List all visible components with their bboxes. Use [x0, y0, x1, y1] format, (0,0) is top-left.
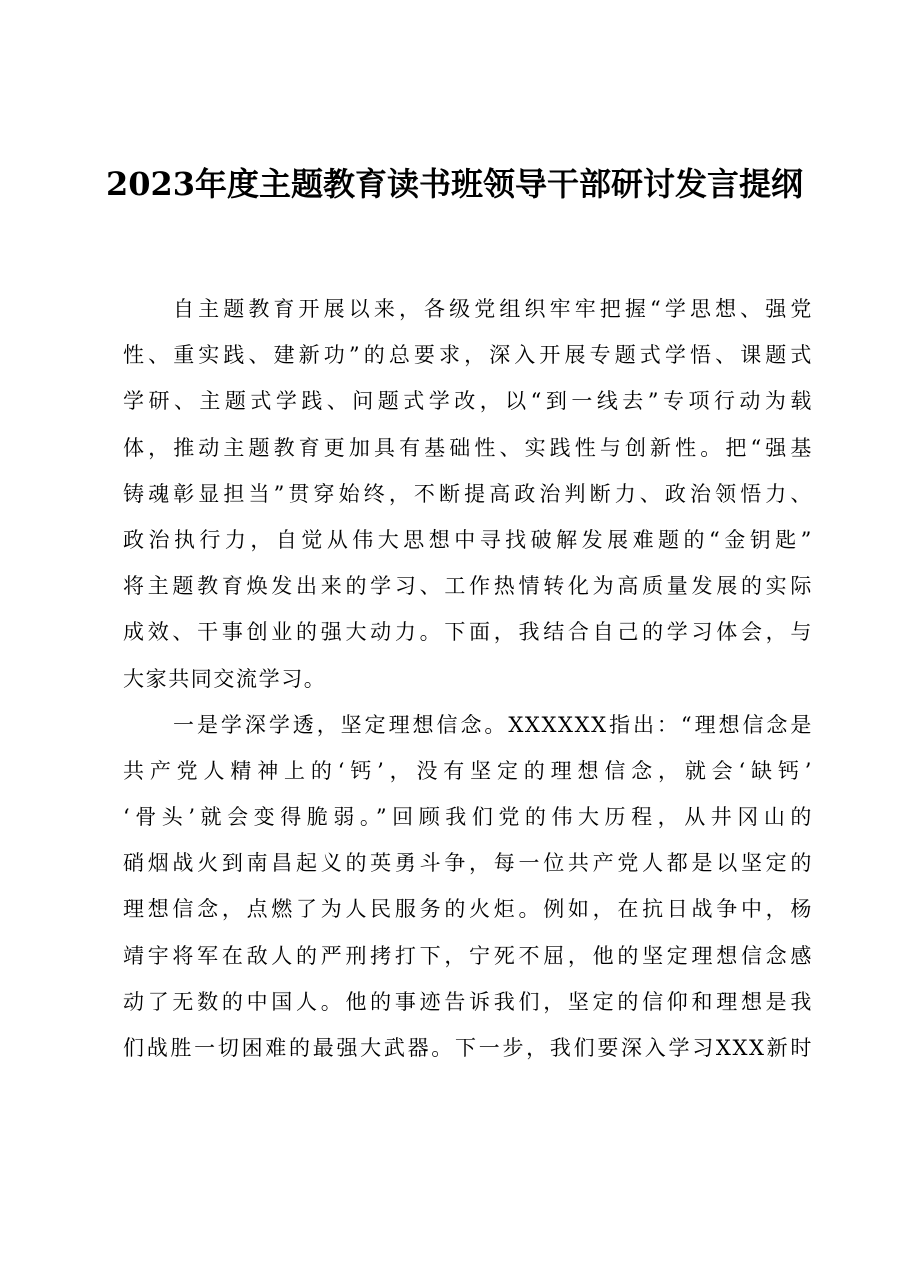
text-line: 理想信念，点燃了为人民服务的火炬。例如，在抗日战争中，杨 [123, 897, 813, 922]
text-line: 自主题教育开展以来，各级党组织牢牢把握“学思想、强党 [173, 297, 813, 321]
text-line: 动了无数的中国人。他的事迹告诉我们，坚定的信仰和理想是我 [123, 989, 813, 1014]
text-line: 大家共同交流学习。 [123, 666, 327, 691]
text-line: 成效、干事创业的强大动力。下面，我结合自己的学习体会，与 [123, 620, 813, 645]
text-line: 共产党人精神上的‘钙’，没有坚定的理想信念，就会‘缺钙’ [123, 758, 813, 783]
text-line: 靖宇将军在敌人的严刑拷打下，宁死不屈，他的坚定理想信念感 [123, 943, 813, 968]
text-line: ‘骨头’就会变得脆弱。”回顾我们党的伟大历程，从井冈山的 [123, 805, 813, 830]
text-line: 性、重实践、建新功”的总要求，深入开展专题式学悟、课题式 [123, 343, 813, 368]
text-line: 铸魂彰显担当”贯穿始终，不断提高政治判断力、政治领悟力、 [123, 481, 813, 506]
text-line: 政治执行力，自觉从伟大思想中寻找破解发展难题的“金钥匙” [123, 527, 813, 552]
text-line: 硝烟战火到南昌起义的英勇斗争，每一位共产党人都是以坚定的 [123, 851, 813, 876]
text-line: 体，推动主题教育更加具有基础性、实践性与创新性。把“强基 [123, 435, 813, 460]
text-line: 一是学深学透，坚定理想信念。XXXXXX指出：“理想信念是 [173, 712, 813, 737]
text-line: 将主题教育焕发出来的学习、工作热情转化为高质量发展的实际 [123, 574, 813, 599]
document-title: 2023年度主题教育读书班领导干部研讨发言提纲 [105, 165, 804, 203]
text-line: 们战胜一切困难的最强大武器。下一步，我们要深入学习XXX新时 [123, 1036, 813, 1060]
text-line: 学研、主题式学践、问题式学改，以“到一线去”专项行动为载 [123, 389, 813, 414]
document-body [123, 286, 813, 1071]
